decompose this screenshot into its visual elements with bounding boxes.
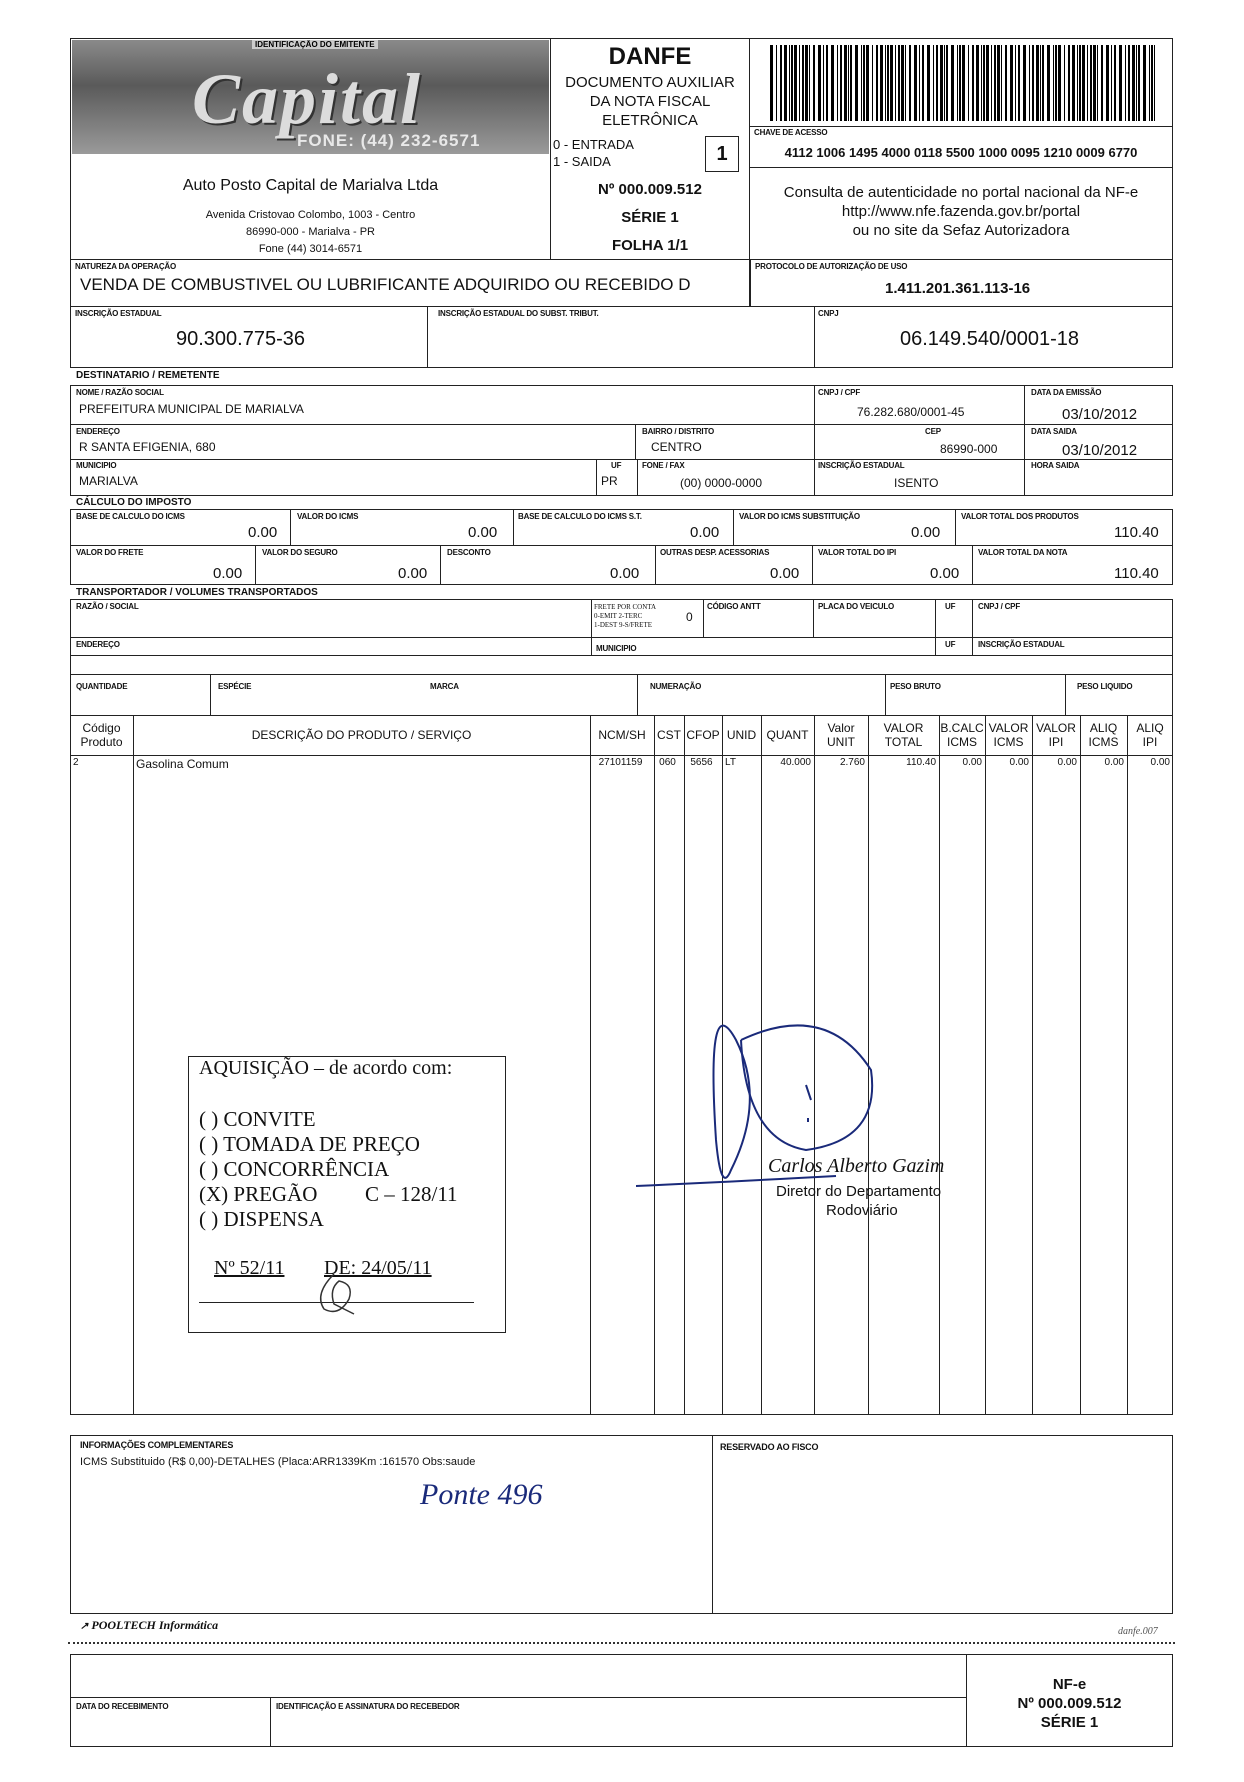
barcode-bar	[784, 45, 787, 121]
barcode-bar	[831, 45, 834, 121]
barcode-bar	[986, 45, 989, 121]
icms-st-label: VALOR DO ICMS SUBSTITUIÇÃO	[739, 512, 860, 521]
dest-fone: (00) 0000-0000	[680, 476, 763, 490]
pooltech-logo	[80, 1618, 218, 1633]
info-text: ICMS Substituido (R$ 0,00)-DETALHES (Placa:ARR1339Km :161570 Obs:saude	[80, 1456, 476, 1468]
barcode-bar	[848, 45, 849, 121]
barcode-bar	[1010, 45, 1013, 121]
barcode-bar	[957, 45, 958, 121]
destinatario-section: DESTINATARIO / REMETENTE	[76, 370, 220, 381]
barcode-bar	[944, 45, 945, 121]
col-header-aliqipi: ALIQ IPI	[1136, 721, 1164, 749]
barcode-bar	[866, 45, 869, 121]
stamp-concorrencia: ( ) CONCORRÊNCIA	[199, 1157, 390, 1181]
barcode-bar	[1005, 45, 1007, 121]
barcode-bar	[1114, 45, 1116, 121]
barcode-bar	[850, 45, 852, 121]
barcode-bar	[890, 45, 893, 121]
item-cell-cst: 060	[659, 757, 676, 768]
ie-value: 90.300.775-36	[176, 328, 306, 350]
barcode-bar	[997, 45, 1000, 121]
frete-label: VALOR DO FRETE	[76, 548, 144, 557]
col-header-codigo: Código Produto	[80, 721, 123, 749]
ie-label: INSCRIÇÃO ESTADUAL	[75, 309, 162, 318]
dest-uf: PR	[601, 474, 618, 488]
barcode-bar	[946, 45, 948, 121]
barcode-bar	[983, 45, 985, 121]
barcode-bar	[919, 45, 920, 121]
col-header-cst: CST	[657, 728, 681, 742]
barcode-bar	[901, 45, 904, 121]
dest-hora-label: HORA SAIDA	[1031, 461, 1080, 470]
barcode-bar	[855, 45, 858, 121]
info-label: INFORMAÇÕES COMPLEMENTARES	[80, 1440, 234, 1450]
danfe-numero: Nº 000.009.512	[598, 181, 702, 198]
dest-cep-label: CEP	[925, 427, 941, 436]
danfe-title: DANFE	[608, 43, 692, 70]
dest-uf-label: UF	[611, 461, 622, 470]
barcode-bar	[1055, 45, 1057, 121]
danfe-serie: SÉRIE 1	[621, 209, 679, 226]
barcode-bar	[1128, 45, 1130, 121]
item-cell-vipi: 0.00	[1057, 757, 1077, 768]
aquisicao-stamp	[188, 1056, 506, 1333]
antt-label: CÓDIGO ANTT	[707, 602, 761, 611]
chave-value: 4112 1006 1495 4000 0118 5500 1000 0095 1210 0009 6770	[784, 145, 1138, 160]
danfe-folha: FOLHA 1/1	[611, 237, 689, 254]
protocolo-label: PROTOCOLO DE AUTORIZAÇÃO DE USO	[755, 262, 908, 271]
dest-ie: ISENTO	[894, 476, 939, 490]
barcode-bar	[1053, 45, 1054, 121]
barcode-bar	[813, 45, 815, 121]
item-cell-unid: LT	[725, 757, 736, 768]
transp-cnpj-label: CNPJ / CPF	[978, 602, 1021, 611]
desconto: 0.00	[610, 565, 640, 582]
info-handwritten: Ponte 496	[420, 1478, 543, 1511]
nfe-serie: SÉRIE 1	[1040, 1714, 1099, 1731]
emitente-name: Auto Posto Capital de Marialva Ltda	[182, 177, 439, 194]
seguro-label: VALOR DO SEGURO	[262, 548, 338, 557]
nfe-number: Nº 000.009.512	[1017, 1695, 1122, 1712]
barcode-bar	[1149, 45, 1150, 121]
form-code: danfe.007	[1118, 1626, 1158, 1637]
transp-uf-label: UF	[945, 602, 956, 611]
marca-label: MARCA	[430, 682, 459, 691]
stamp-pregao-ref: C – 128/11	[365, 1182, 458, 1206]
dest-saida-label: DATA SAIDA	[1031, 427, 1077, 436]
barcode-bar	[1151, 45, 1153, 121]
outras-label: OUTRAS DESP. ACESSORIAS	[660, 548, 770, 557]
emitente-logo	[72, 40, 549, 154]
barcode-bar	[1040, 45, 1041, 121]
item-cell-aliqicms: 0.00	[1104, 757, 1124, 768]
col-header-ncm: NCM/SH	[598, 728, 646, 742]
barcode-bar	[840, 45, 842, 121]
item-cell-cfop: 5656	[690, 757, 713, 768]
barcode-bar	[1015, 45, 1016, 121]
col-header-unid: UNID	[726, 728, 757, 742]
danfe-entrada: 0 - ENTRADA	[553, 137, 634, 152]
cnpj-label: CNPJ	[818, 309, 839, 318]
numeracao-label: NUMERAÇÃO	[650, 682, 702, 691]
barcode-bar	[1068, 45, 1070, 121]
danfe-subtitle	[550, 73, 750, 130]
barcode-bar	[1029, 45, 1030, 121]
item-cell-descricao: Gasolina Comum	[136, 757, 229, 771]
col-header-cfop: CFOP	[686, 728, 720, 742]
stamp-de: DE: 24/05/11	[324, 1257, 432, 1279]
fisco-box	[712, 1435, 1173, 1614]
nfe-stub	[966, 1675, 1173, 1732]
barcode-bar	[933, 45, 934, 121]
dest-saida: 03/10/2012	[1062, 442, 1138, 459]
transp-razao-label: RAZÃO / SOCIAL	[76, 602, 139, 611]
protocolo-value: 1.411.201.361.113-16	[885, 280, 1031, 297]
danfe-subtitle-3: ELETRÔNICA	[602, 112, 698, 129]
barcode-bar	[1047, 45, 1050, 121]
dest-cnpj-label: CNPJ / CPF	[818, 388, 861, 397]
dest-municipio-label: MUNICIPIO	[76, 461, 117, 470]
total-nota-label: VALOR TOTAL DA NOTA	[978, 548, 1068, 557]
dest-cep: 86990-000	[940, 442, 998, 456]
barcode-bar	[872, 45, 873, 121]
barcode-bar	[1018, 45, 1020, 121]
seguro: 0.00	[398, 565, 428, 582]
barcode-bar	[959, 45, 961, 121]
dest-emissao-label: DATA DA EMISSÃO	[1031, 388, 1102, 397]
dest-fone-label: FONE / FAX	[642, 461, 685, 470]
barcode-bar	[940, 45, 943, 121]
transp-ie-label: INSCRIÇÃO ESTADUAL	[978, 640, 1065, 649]
barcode-bar	[962, 45, 965, 121]
barcode-bar	[909, 45, 911, 121]
barcode-bar	[972, 45, 974, 121]
transp-endereco-label: ENDEREÇO	[76, 640, 120, 649]
dest-ie-label: INSCRIÇÃO ESTADUAL	[818, 461, 905, 470]
barcode-bar	[1097, 45, 1098, 121]
barcode-bar	[1132, 45, 1135, 121]
danfe-saida: 1 - SAIDA	[553, 154, 611, 169]
natureza-label: NATUREZA DA OPERAÇÃO	[75, 262, 177, 271]
transportador-section: TRANSPORTADOR / VOLUMES TRANSPORTADOS	[76, 587, 318, 598]
barcode-bar	[1082, 45, 1085, 121]
bruto-label: PESO BRUTO	[890, 682, 941, 691]
dest-bairro: CENTRO	[651, 440, 702, 454]
ipi: 0.00	[930, 565, 960, 582]
ipi-label: VALOR TOTAL DO IPI	[818, 548, 897, 557]
barcode-bar	[1111, 45, 1112, 121]
cnpj-value: 06.149.540/0001-18	[900, 328, 1080, 350]
barcode-bar	[880, 45, 883, 121]
barcode	[770, 45, 1155, 121]
barcode-bar	[885, 45, 886, 121]
signature-name: Carlos Alberto Gazim	[768, 1155, 945, 1177]
col-header-quant: QUANT	[766, 728, 809, 742]
transp-uf2-label: UF	[945, 640, 956, 649]
consulta-line-3: ou no site da Sefaz Autorizadora	[852, 222, 1070, 239]
emitente-city: 86990-000 - Marialva - PR	[245, 226, 375, 238]
stamp-numero: Nº 52/11	[214, 1257, 285, 1279]
barcode-bar	[780, 45, 782, 121]
emitente-address: Avenida Cristovao Colombo, 1003 - Centro	[205, 209, 416, 221]
barcode-bar	[1042, 45, 1044, 121]
dest-bairro-label: BAIRRO / DISTRITO	[642, 427, 715, 436]
item-cell-bcicms: 0.00	[962, 757, 982, 768]
icms-st: 0.00	[911, 524, 941, 541]
liquido-label: PESO LIQUIDO	[1077, 682, 1133, 691]
barcode-bar	[1093, 45, 1096, 121]
col-header-vipi: VALOR IPI	[1036, 721, 1076, 749]
danfe-subtitle-2: DA NOTA FISCAL	[589, 93, 711, 110]
item-cell-aliqipi: 0.00	[1150, 757, 1170, 768]
icms-label: VALOR DO ICMS	[297, 512, 359, 521]
frete-conta-1: FRETE POR CONTA	[594, 603, 657, 611]
stamp-title: AQUISIÇÃO – de acordo com:	[199, 1057, 453, 1079]
barcode-bar	[818, 45, 821, 121]
barcode-bar	[863, 45, 865, 121]
barcode-bar	[898, 45, 900, 121]
consulta-url: http://www.nfe.fazenda.gov.br/portal	[841, 203, 1081, 220]
frete: 0.00	[213, 565, 243, 582]
item-cell-codigo: 2	[73, 757, 79, 768]
item-cell-quant: 40.000	[780, 757, 811, 768]
bc-icms-label: BASE DE CALCULO DO ICMS	[76, 512, 185, 521]
bc-st-label: BASE DE CALCULO DO ICMS S.T.	[518, 512, 642, 521]
frete-conta-value: 0	[686, 610, 693, 624]
barcode-bar	[837, 45, 838, 121]
stamp-dispensa: ( ) DISPENSA	[199, 1207, 324, 1231]
emitente-label: IDENTIFICAÇÃO DO EMITENTE	[252, 40, 378, 49]
danfe-tipo-box	[705, 136, 739, 172]
ie-st-label: INSCRIÇÃO ESTADUAL DO SUBST. TRIBUT.	[438, 309, 599, 318]
barcode-bar	[991, 45, 992, 121]
placa-label: PLACA DO VEICULO	[818, 602, 895, 611]
fisco-label: RESERVADO AO FISCO	[720, 1442, 819, 1452]
stamp-pregao: (X) PREGÃO	[199, 1182, 318, 1206]
danfe-subtitle-1: DOCUMENTO AUXILIAR	[565, 74, 735, 91]
especie-label: ESPÉCIE	[218, 682, 252, 691]
total-prod-label: VALOR TOTAL DOS PRODUTOS	[961, 512, 1079, 521]
barcode-bar	[1036, 45, 1039, 121]
barcode-bar	[791, 45, 793, 121]
barcode-bar	[905, 45, 906, 121]
dest-emissao: 03/10/2012	[1062, 406, 1138, 423]
stamp-tomada: ( ) TOMADA DE PREÇO	[199, 1132, 420, 1156]
transp-municipio-label: MUNICIPIO	[596, 644, 637, 653]
frete-conta	[594, 603, 656, 630]
barcode-bar	[823, 45, 824, 121]
barcode-bar	[1136, 45, 1137, 121]
barcode-bar	[1087, 45, 1088, 121]
col-header-vunit: Valor UNIT	[827, 721, 855, 749]
barcode-bar	[968, 45, 969, 121]
barcode-bar	[861, 45, 862, 121]
natureza-value: VENDA DE COMBUSTIVEL OU LUBRIFICANTE ADQUIRIDO OU RECEBIDO D	[80, 275, 691, 294]
barcode-bar	[844, 45, 847, 121]
logo-phone: FONE: (44) 232-6571	[297, 131, 481, 150]
barcode-bar	[887, 45, 889, 121]
nfe-label: NF-e	[1052, 1676, 1087, 1693]
barcode-bar	[1064, 45, 1065, 121]
total-nota: 110.40	[1114, 565, 1159, 582]
barcode-bar	[826, 45, 828, 121]
item-cell-vunit: 2.760	[839, 757, 865, 768]
barcode-bar	[1001, 45, 1002, 121]
col-header-bcicms: B.CALC ICMS	[940, 721, 984, 749]
barcode-bar	[994, 45, 996, 121]
signature-role-1: Diretor do Departamento	[776, 1183, 942, 1200]
barcode-bar	[914, 45, 917, 121]
imposto-section: CÁLCULO DO IMPOSTO	[76, 497, 192, 508]
barcode-bar	[1058, 45, 1061, 121]
chave-label: CHAVE DE ACESSO	[754, 128, 828, 137]
dest-endereco: R SANTA EFIGENIA, 680	[79, 440, 216, 454]
desconto-label: DESCONTO	[447, 548, 491, 557]
logo-wordmark: Capital	[192, 59, 423, 139]
barcode-bar	[976, 45, 979, 121]
barcode-bar	[1119, 45, 1122, 121]
dest-nome-label: NOME / RAZÃO SOCIAL	[76, 388, 164, 397]
dest-endereco-label: ENDEREÇO	[76, 427, 120, 436]
barcode-bar	[1077, 45, 1078, 121]
stamp-convite: ( ) CONVITE	[199, 1107, 316, 1131]
pooltech-icon: ↗	[80, 1621, 89, 1632]
icms: 0.00	[468, 524, 498, 541]
barcode-bar	[1138, 45, 1140, 121]
barcode-bar	[876, 45, 878, 121]
barcode-bar	[1101, 45, 1103, 121]
barcode-bar	[927, 45, 930, 121]
barcode-bar	[794, 45, 797, 121]
signature-role-2: Rodoviário	[826, 1202, 898, 1219]
item-cell-vicms: 0.00	[1009, 757, 1029, 768]
barcode-bar	[789, 45, 790, 121]
barcode-bar	[951, 45, 954, 121]
qtd-label: QUANTIDADE	[76, 682, 128, 691]
pooltech-text: POOLTECH Informática	[91, 1618, 219, 1632]
barcode-bar	[770, 45, 773, 121]
barcode-bar	[809, 45, 810, 121]
barcode-bar	[802, 45, 804, 121]
col-header-vicms: VALOR ICMS	[988, 721, 1029, 749]
barcode-bar	[1090, 45, 1092, 121]
dest-cnpj: 76.282.680/0001-45	[857, 405, 965, 419]
barcode-bar	[1072, 45, 1075, 121]
col-header-vtotal: VALOR TOTAL	[883, 721, 924, 749]
barcode-bar	[1106, 45, 1109, 121]
barcode-bar	[1023, 45, 1026, 121]
item-cell-vtotal: 110.40	[906, 757, 936, 768]
frete-conta-2: 0-EMIT 2-TERC	[594, 612, 643, 620]
frete-conta-3: 1-DEST 9-S/FRETE	[594, 621, 653, 629]
item-cell-ncm: 27101159	[598, 757, 643, 768]
dest-nome: PREFEITURA MUNICIPAL DE MARIALVA	[79, 402, 304, 416]
recebimento-label: DATA DO RECEBIMENTO	[76, 1702, 169, 1711]
assinatura-label: IDENTIFICAÇÃO E ASSINATURA DO RECEBEDOR	[276, 1702, 460, 1711]
cut-line	[68, 1642, 1175, 1644]
bc-st: 0.00	[690, 524, 720, 541]
outras: 0.00	[770, 565, 800, 582]
col-header-aliqicms: ALIQ ICMS	[1088, 721, 1119, 749]
total-prod: 110.40	[1114, 524, 1159, 541]
dest-municipio: MARIALVA	[79, 474, 138, 488]
emitente-phone: Fone (44) 3014-6571	[258, 243, 363, 255]
danfe-tipo: 1	[716, 143, 728, 165]
barcode-bar	[1079, 45, 1081, 121]
barcode-bar	[895, 45, 896, 121]
col-header-descricao: DESCRIÇÃO DO PRODUTO / SERVIÇO	[251, 728, 472, 742]
barcode-bar	[1154, 45, 1155, 121]
barcode-bar	[1032, 45, 1034, 121]
barcode-bar	[805, 45, 808, 121]
barcode-bar	[922, 45, 924, 121]
consulta-line-1: Consulta de autenticidade no portal nacional da NF-e	[783, 184, 1139, 201]
barcode-bar	[776, 45, 777, 121]
barcode-bar	[1125, 45, 1126, 121]
barcode-bar	[1143, 45, 1146, 121]
bc-icms: 0.00	[248, 524, 278, 541]
initials-scribble	[304, 1269, 364, 1319]
barcode-bar	[981, 45, 982, 121]
barcode-bar	[799, 45, 800, 121]
barcode-bar	[936, 45, 938, 121]
consulta-text	[749, 183, 1173, 240]
